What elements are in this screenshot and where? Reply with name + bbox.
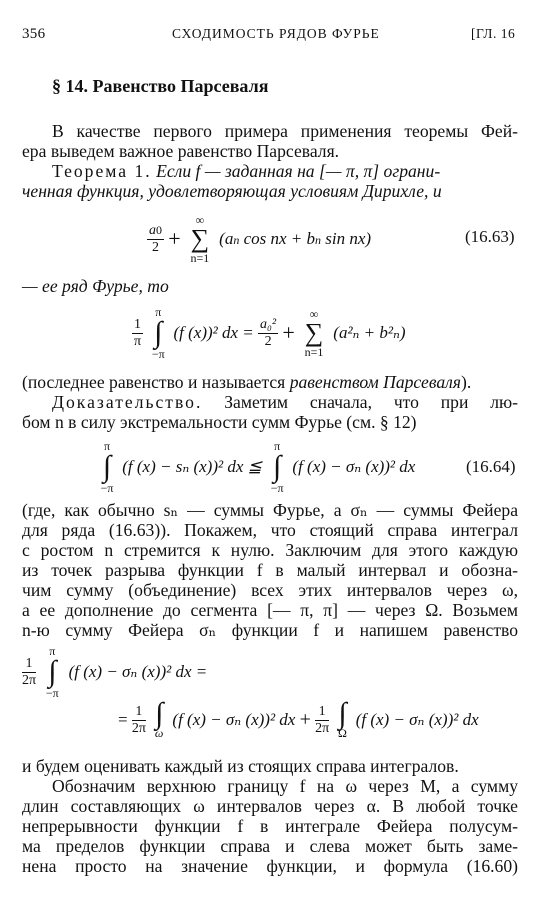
intro-line-2: ера выведем важное равенство Парсеваля. [22, 141, 340, 161]
para2-line-4: из точек разрыва функции f в малый интервал и обозна- [22, 560, 518, 580]
equation-16-64: π ∫ −π (f (x) − sₙ (x))² dx ≦ π ∫ −π (f (x) − σₙ (x))² dx [96, 440, 415, 494]
para3-line-4: непрерывности функции f в интеграле Фейера полусум- [22, 816, 518, 836]
para3-line-1: и будем оценивать каждый из стоящих справа интегралов. [22, 756, 459, 776]
running-title: СХОДИМОСТЬ РЯДОВ ФУРЬЕ [172, 26, 380, 41]
section-title: § 14. Равенство Парсеваля [52, 76, 269, 96]
para3-line-3: длин составляющих ω интервалов через α. В любой точке [22, 796, 518, 816]
para2-line-2: для ряда (16.63)). Покажем, что стоящий справа интеграл [22, 520, 518, 540]
integral-sign: π ∫ −π [45, 644, 59, 700]
equation-16-63: $\frac{a0}{2}$ + ∞ ∑ n=1 (an cos nx + bn sin nx) [149, 213, 372, 265]
para3-line-2: Обозначим верхнюю границу f на ω через M, а сумму [52, 776, 518, 796]
split-equation-lhs: $\frac{1}{2\pi}$ π ∫ −π (f (x) − σₙ (x))² dx = [22, 644, 208, 700]
integral-sign: π ∫ −π [100, 439, 114, 495]
proof-label: Доказательство. [52, 392, 203, 412]
integral-sign: π ∫ −π [270, 439, 284, 495]
theorem-line-2: ченная функция, удовлетворяющая условиям Дирихле, и [22, 181, 442, 201]
para2-line-6: а ее дополнение до сегмента [— π, π] — через Ω. Возьмем [22, 600, 518, 620]
intro-line-1: В качестве первого примера применения теоремы Фей- [52, 121, 518, 141]
equation-tag-16-64: (16.64) [466, 457, 516, 476]
para2-line-7: n-ю сумму Фейера σₙ функции f и напишем равенство [22, 620, 518, 640]
split-equation-rhs: = $\frac{1}{2\pi}$ ∫ ω (f (x) − σₙ (x))² dx + $\frac{1}{2\pi}$ ∫ Ω (f (x) − σₙ (x))² dx [118, 697, 479, 740]
sum-sign: ∞ ∑ n=1 [304, 307, 324, 359]
theorem-text: Если f — заданная на [— π, π] ограни- [156, 161, 441, 181]
para2-line-1: (где, как обычно sₙ — суммы Фурье, а σₙ — суммы Фейера [22, 500, 518, 520]
theorem-line-1 [52, 161, 518, 181]
para1-line-2: Доказательство. Заметим сначала, что при лю- [52, 392, 518, 412]
sum-body: (an cos nx + bn sin nx) [219, 229, 372, 248]
a0-over-2: $\frac{a0}{2}$ [149, 223, 162, 255]
para3-line-6: нена просто на значение функции, и формула (16.60) [22, 856, 518, 876]
integral-sign: π ∫ −π [151, 305, 165, 361]
theorem-label: Теорема 1. [52, 161, 152, 181]
after-equation-text: — ее ряд Фурье, то [22, 276, 169, 296]
para2-line-5: чим сумму (объединение) всех этих интервалов через ω, [22, 580, 518, 600]
para3-line-5: ма пределов функции справа и слева может быть заме- [22, 836, 518, 856]
para2-line-3: с ростом n стремится к нулю. Заключим для этого каждую [22, 540, 518, 560]
integral-sign: ∫ Ω [337, 697, 347, 740]
chapter-label: [ГЛ. 16 [471, 26, 516, 41]
integral-sign: ∫ ω [154, 697, 164, 740]
page-number: 356 [22, 26, 46, 42]
sum-sign: ∞ ∑ n=1 [190, 213, 210, 265]
parseval-equation: $\frac{1}{\pi}$ π ∫ −π (f (x))² dx = $\frac{\text{a₀²}}{2}$ + ∞ ∑ n=1 (a²ₙ + b²ₙ) [133, 305, 406, 361]
equation-tag-16-63: (16.63) [465, 227, 515, 246]
para1-line-3: бом n в силу экстремальности сумм Фурье (см. § 12) [22, 412, 417, 432]
para1-line-1: (последнее равенство и называется равенством Парсеваля). [22, 372, 472, 392]
